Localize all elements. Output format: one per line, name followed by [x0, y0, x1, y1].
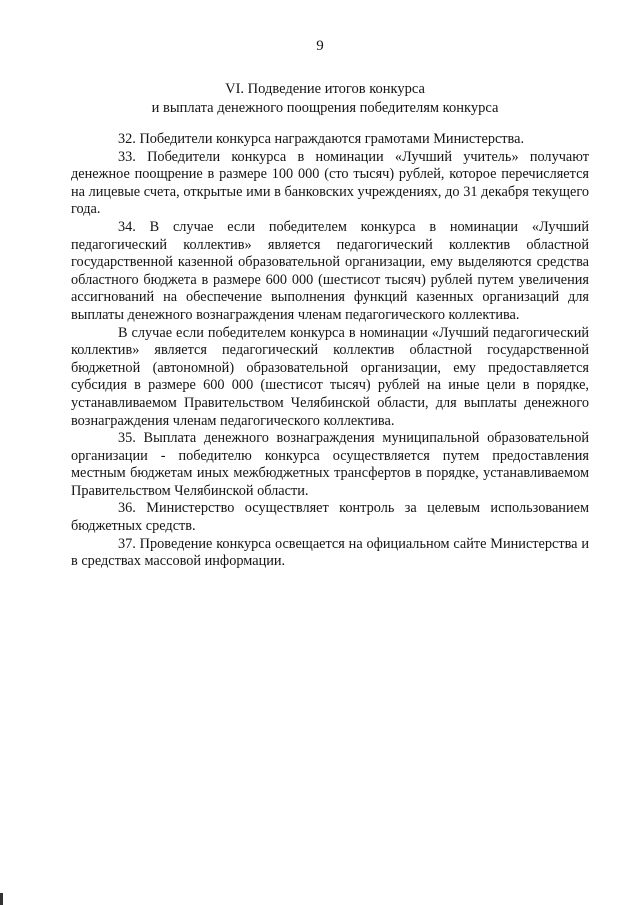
paragraph-34-continued: В случае если победителем конкурса в номинации «Лучший педагогический коллектив» является педагогический коллектив областной государственной бюджетной (автономной) образовательной организации, ему предоставляется субсидия в размере 600 000 (шестисот тысяч) рублей на иные цели в порядке, устанавливаемом Правительством Челябинской области, для выплаты денежного вознаграждения членам педагогического коллектива.	[71, 324, 589, 429]
paragraph-37: 37. Проведение конкурса освещается на официальном сайте Министерства и в средствах массовой информации.	[71, 535, 589, 570]
section-heading-line-2: и выплата денежного поощрения победителям конкурса	[151, 100, 499, 116]
section-heading-line-1: VI. Подведение итогов конкурса	[225, 81, 425, 97]
paragraph-35: 35. Выплата денежного вознаграждения муниципальной образовательной организации - победителю конкурса осуществляется путем предоставления местным бюджетам иных межбюджетных трансфертов в порядке, устанавливаемом Правительством Челябинской области.	[71, 430, 589, 499]
paragraph-36: 36. Министерство осуществляет контроль за целевым использованием бюджетных средств.	[71, 500, 589, 535]
scan-edge-mark	[0, 893, 3, 905]
paragraph-32: 32. Победители конкурса награждаются грамотами Министерства.	[118, 131, 525, 147]
page-number: 9	[316, 38, 324, 54]
section-heading	[60, 80, 590, 118]
paragraph-34: 34. В случае если победителем конкурса в номинации «Лучший педагогический коллектив» является педагогический коллектив областной государственной казенной образовательной организации, ему выделяются средства областного бюджета в размере 600 000 (шестисот тысяч) рублей путем увеличения ассигнований на обеспечение выполнения функций казенных организаций для выплаты денежного вознаграждения членам педагогического коллектива.	[71, 218, 589, 323]
paragraph-33: 33. Победители конкурса в номинации «Лучший учитель» получают денежное поощрение в размере 100 000 (сто тысяч) рублей, которое перечисляется на лицевые счета, открытые ими в банковских учреждениях, до 31 декабря текущего года.	[71, 148, 589, 218]
document-body	[71, 131, 589, 571]
